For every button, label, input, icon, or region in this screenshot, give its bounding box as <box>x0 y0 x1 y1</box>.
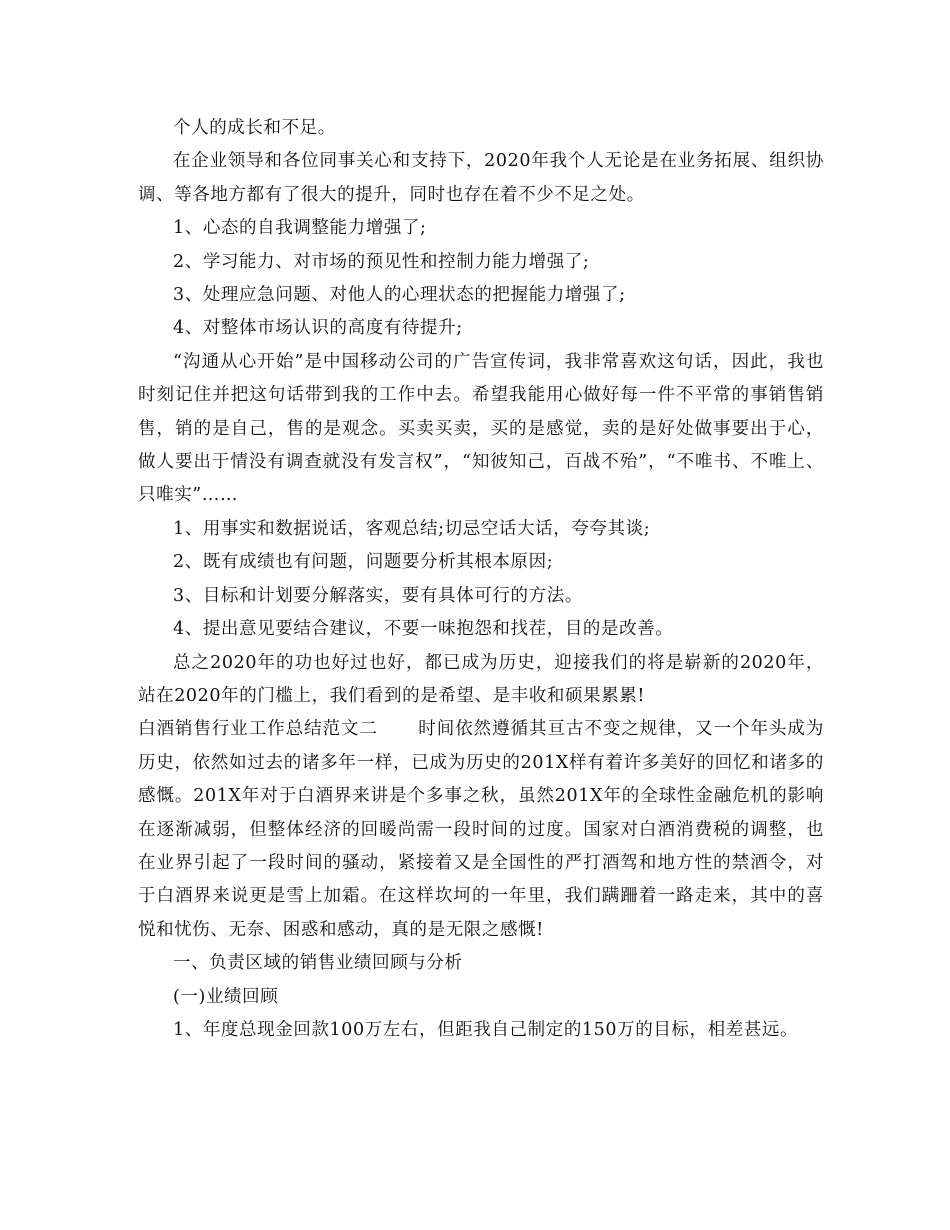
paragraph: “沟通从心开始”是中国移动公司的广告宣传词，我非常喜欢这句话，因此，我也时刻记住并把这句话带到我的工作中去。希望我能用心做好每一件不平常的事销售销售，销的是自己，售的是观念。买卖买卖，买的是感觉，卖的是好处做事要出于心，做人要出于情没有调查就没有发言权”，“知彼知己，百战不殆”，“不唯书、不唯上、只唯实”…… <box>138 351 824 506</box>
paragraph: 总之2020年的功也好过也好，都已成为历史，迎接我们的将是崭新的2020年，站在2020年的门槛上，我们看到的是希望、是丰收和硕果累累! <box>138 652 824 706</box>
subheading: (一)业绩回顾 <box>173 986 279 1007</box>
list-item: 1、用事实和数据说话，客观总结;切忌空话大话，夸夸其谈; <box>173 518 651 539</box>
paragraph: 个人的成长和不足。 <box>173 118 336 138</box>
list-item: 4、提出意见要结合建议，不要一味抱怨和找茬，目的是改善。 <box>173 619 674 640</box>
subheading: 一、负责区域的销售业绩回顾与分析 <box>173 953 463 974</box>
list-item: 3、处理应急问题、对他人的心理状态的把握能力增强了; <box>173 285 626 306</box>
paragraph: 在企业领导和各位同事关心和支持下，2020年我个人无论是在业务拓展、组织协调、等各地方都有了很大的提升，同时也存在着不少不足之处。 <box>138 151 824 205</box>
list-item: 1、心态的自我调整能力增强了; <box>173 218 427 239</box>
list-item: 3、目标和计划要分解落实，要有具体可行的方法。 <box>173 585 583 606</box>
section-paragraph <box>138 713 824 947</box>
document-body <box>138 112 824 1047</box>
list-item: 2、既有成绩也有问题，问题要分析其根本原因; <box>173 552 554 573</box>
list-item: 2、学习能力、对市场的预见性和控制力能力增强了; <box>173 251 590 272</box>
list-item: 4、对整体市场认识的高度有待提升; <box>173 318 463 339</box>
section-heading: 白酒销售行业工作总结范文二 <box>138 719 378 740</box>
section-body: 时间依然遵循其亘古不变之规律，又一个年头成为历史，依然如过去的诸多年一样，已成为历史的201X样有着许多美好的回忆和诸多的感慨。201X年对于白酒界来讲是个多事之秋，虽然201X年的全球性金融危机的影响在逐渐减弱，但整体经济的回暖尚需一段时间的过度。国家对白酒消费税的调整，也在业界引起了一段时间的骚动，紧接着又是全国性的严打酒驾和地方性的禁酒令，对于白酒界来说更是雪上加霜。在这样坎坷的一年里，我们蹒跚着一路走来，其中的喜悦和忧伤、无奈、困惑和感动，真的是无限之感慨! <box>138 719 824 940</box>
list-item: 1、年度总现金回款100万左右，但距我自己制定的150万的目标，相差甚远。 <box>173 1019 799 1040</box>
